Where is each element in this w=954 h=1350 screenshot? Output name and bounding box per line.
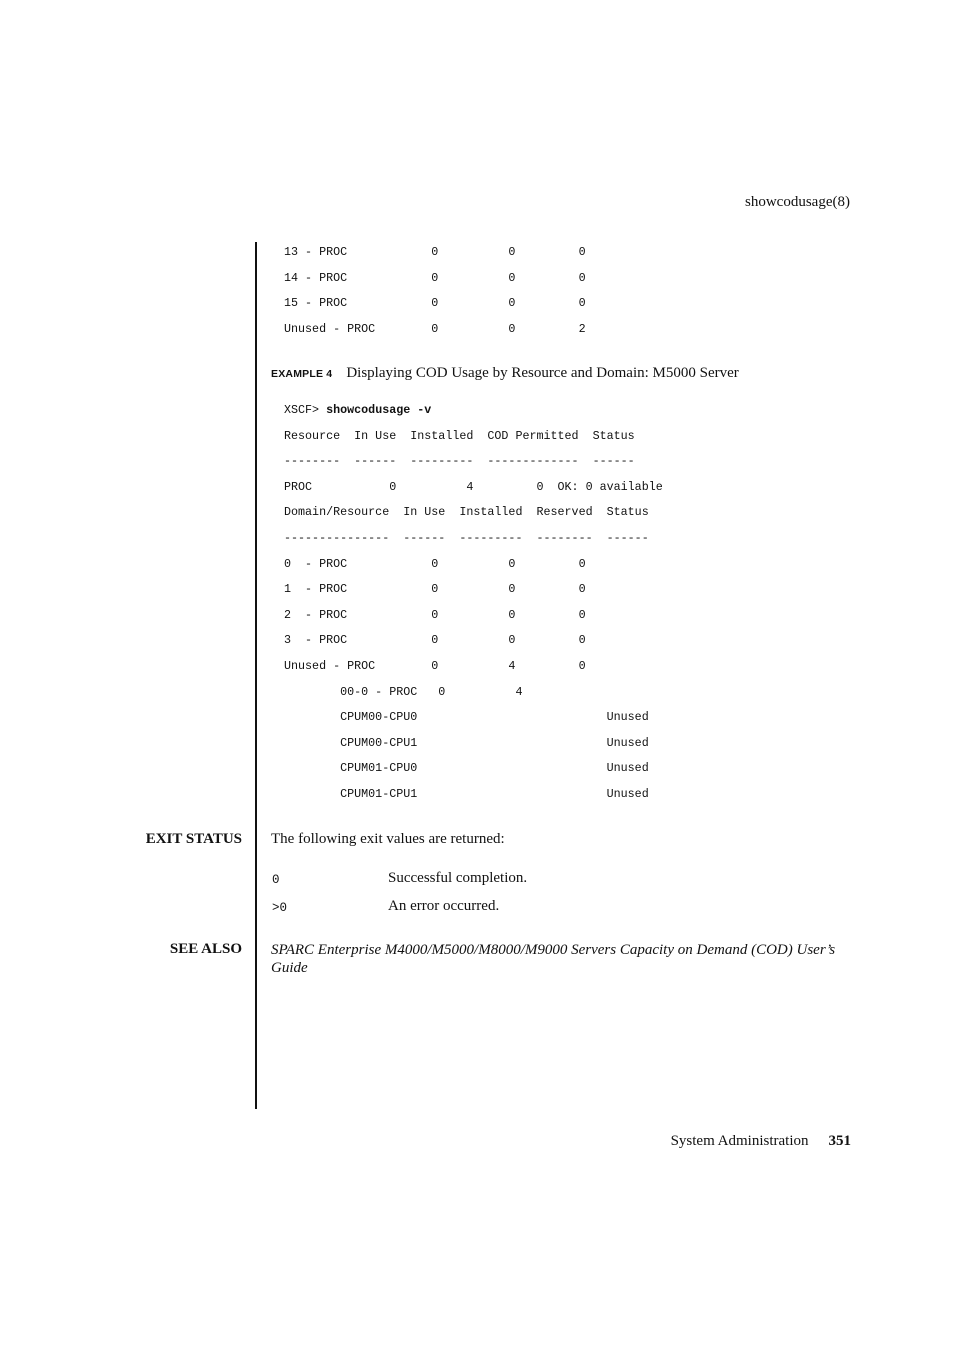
code-line: PROC 0 4 0 OK: 0 available	[284, 479, 663, 494]
exit-status-intro: The following exit values are returned:	[271, 831, 505, 847]
example-label: EXAMPLE 4	[271, 368, 333, 380]
code-line: 00-0 - PROC 0 4	[284, 684, 523, 699]
code-line: Domain/Resource In Use Installed Reserved Status	[284, 505, 649, 520]
page-footer	[671, 1133, 851, 1150]
command-prompt: XSCF>	[284, 403, 327, 417]
code-line: 14 - PROC 0 0 0	[284, 270, 586, 285]
code-line: 3 - PROC 0 0 0	[284, 633, 586, 648]
see-also-heading: SEE ALSO	[169, 941, 242, 957]
exit-value-row	[271, 870, 791, 890]
code-line: Unused - PROC 0 4 0	[284, 658, 586, 673]
code-line: CPUM01-CPU0 Unused	[284, 761, 649, 776]
footer-book-title: System Administration	[670, 1133, 809, 1149]
exit-status-heading: EXIT STATUS	[145, 831, 242, 847]
exit-description: Successful completion.	[388, 870, 528, 886]
code-line: 0 - PROC 0 0 0	[284, 556, 586, 571]
code-block-example	[284, 398, 663, 808]
code-line: CPUM00-CPU1 Unused	[284, 735, 649, 750]
code-line: Unused - PROC 0 0 2	[284, 321, 586, 336]
example-title: Displaying COD Usage by Resource and Domain: M5000 Server	[346, 365, 739, 381]
page-number: 351	[828, 1133, 851, 1149]
code-line: 15 - PROC 0 0 0	[284, 296, 586, 311]
code-line: CPUM01-CPU1 Unused	[284, 786, 649, 801]
code-line: Resource In Use Installed COD Permitted Status	[284, 428, 635, 443]
exit-value: >0	[272, 901, 288, 915]
code-line: CPUM00-CPU0 Unused	[284, 710, 649, 725]
command-text: showcodusage -v	[326, 403, 432, 417]
example-caption	[271, 365, 739, 382]
vertical-rule	[255, 242, 257, 1109]
code-block-continued	[284, 240, 586, 342]
exit-value: 0	[272, 873, 280, 887]
exit-value-row	[271, 898, 791, 918]
code-line: 13 - PROC 0 0 0	[284, 245, 586, 259]
code-line: 2 - PROC 0 0 0	[284, 607, 586, 622]
code-line: --------------- ------ --------- -------- ------	[284, 530, 649, 545]
exit-description: An error occurred.	[388, 898, 500, 914]
running-head: showcodusage(8)	[745, 194, 850, 210]
code-line: -------- ------ --------- ------------- ------	[284, 454, 635, 469]
code-line: 1 - PROC 0 0 0	[284, 582, 586, 597]
see-also-reference: SPARC Enterprise M4000/M5000/M8000/M9000 Servers Capacity on Demand (COD) User’s Guide	[271, 942, 836, 976]
